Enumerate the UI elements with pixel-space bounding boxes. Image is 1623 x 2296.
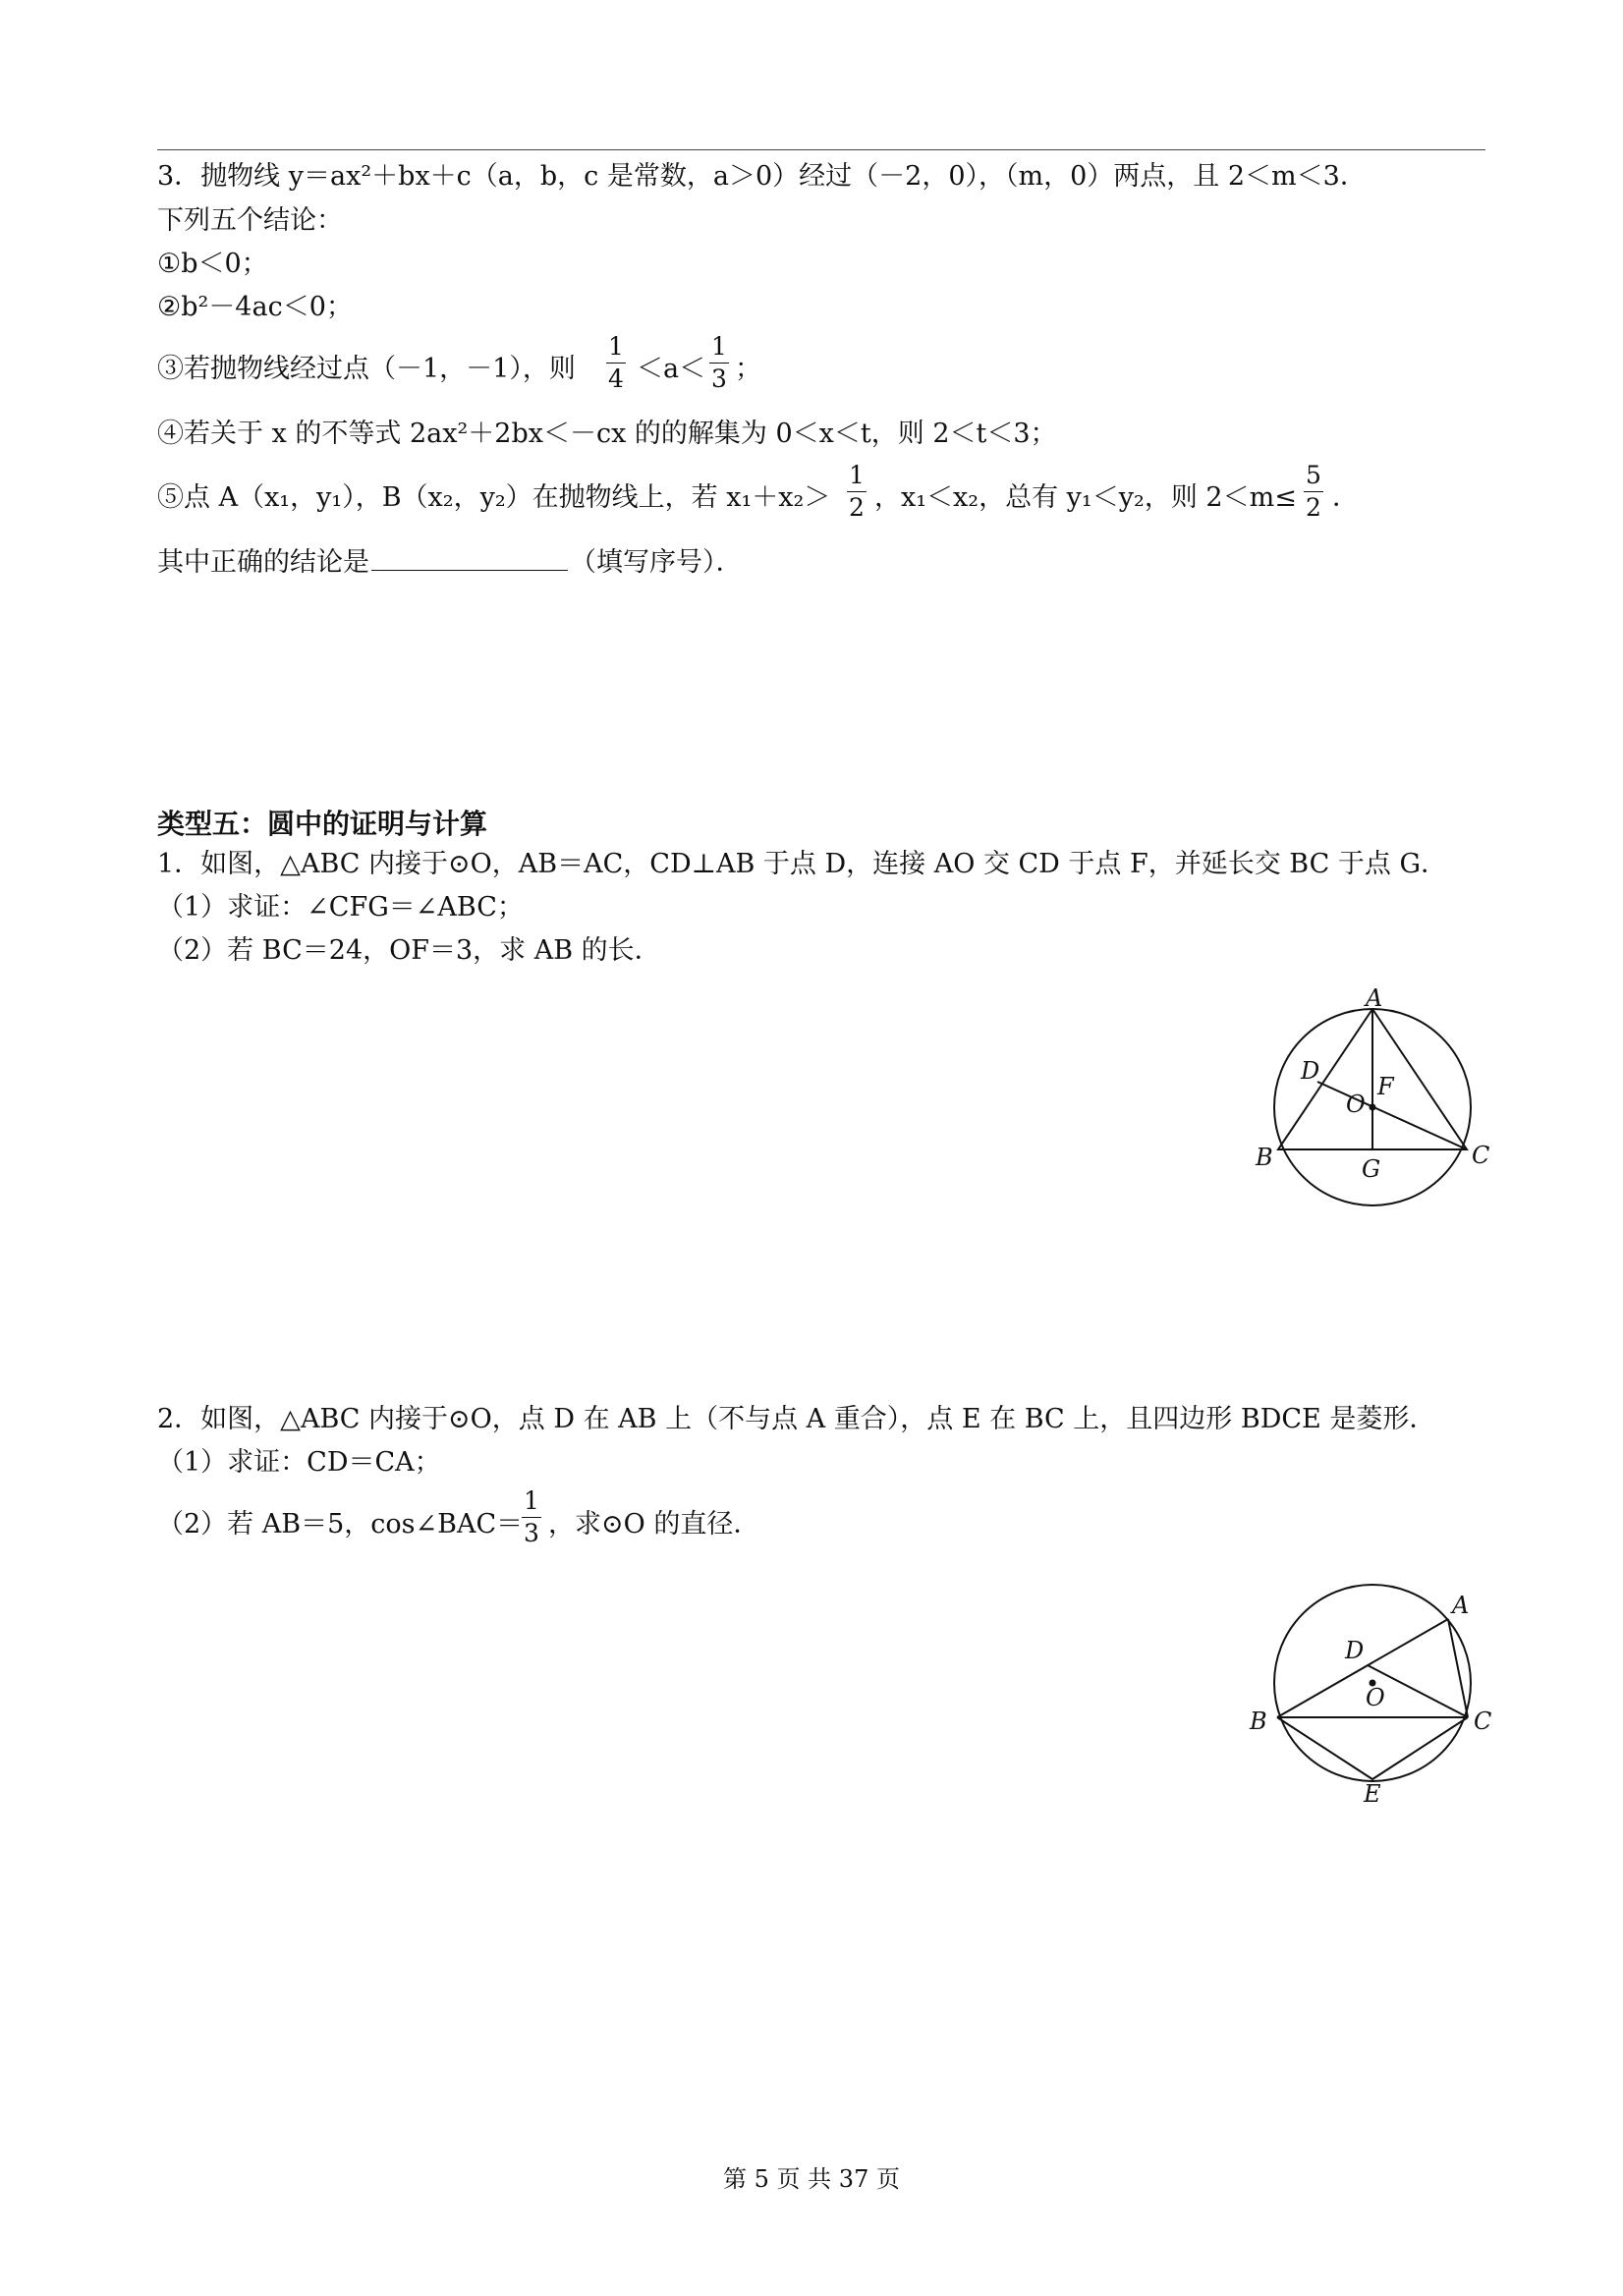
item3-fraction-1: 1 4 — [606, 334, 626, 392]
label-o: O — [1366, 1684, 1385, 1711]
item3-fraction-2: 1 3 — [709, 334, 729, 392]
label-f: F — [1377, 1073, 1394, 1100]
answer-label: 其中正确的结论是 — [157, 547, 369, 578]
answer-hint: （填写序号）． — [570, 547, 743, 578]
label-c: C — [1472, 1142, 1490, 1169]
q2-part2-post: ，求⊙O 的直径． — [548, 1509, 760, 1540]
q2-stem: 2．如图，△ABC 内接于⊙O，点 D 在 AB 上（不与点 A 重合），点 E 在 BC 上，且四边形 BDCE 是菱形． — [157, 1404, 1436, 1434]
problem3-answer — [157, 546, 743, 580]
page-footer: 第 5 页 共 37 页 — [723, 2165, 900, 2193]
label-a: A — [1452, 1592, 1470, 1619]
q1-part2: （2）若 BC＝24，OF＝3，求 AB 的长． — [157, 935, 661, 966]
center-point-o — [1370, 1104, 1376, 1111]
segment-ab — [1277, 1619, 1448, 1717]
problem3-item3-mid: ＜a＜ — [637, 354, 706, 384]
problem3-item5-pre: ⑤点 A（x₁，y₁），B（x₂，y₂）在抛物线上，若 x₁＋x₂＞ — [157, 482, 831, 513]
problem3-item1: ①b＜0； — [157, 249, 268, 279]
problem3-line2: 下列五个结论： — [157, 205, 343, 236]
q1-circle-figure — [1246, 984, 1501, 1210]
problem3-item5-mid: ，x₁＜x₂，总有 y₁＜y₂，则 2＜m≤ — [874, 482, 1297, 513]
label-b: B — [1250, 1708, 1267, 1735]
q2-fraction: 1 3 — [522, 1488, 541, 1546]
item5-fraction-1: 1 2 — [847, 463, 867, 521]
header-rule — [157, 149, 1485, 150]
q2-part2-pre: （2）若 AB＝5，cos∠BAC＝ — [157, 1509, 524, 1540]
q2-circle-figure — [1240, 1560, 1505, 1806]
problem3-item5-post: ． — [1332, 482, 1359, 513]
item5-fraction-2: 5 2 — [1304, 463, 1323, 521]
label-o: O — [1346, 1091, 1366, 1118]
problem3-item3-pre: ③若抛物线经过点（－1，－1），则 — [157, 354, 576, 384]
label-d: D — [1345, 1637, 1365, 1664]
q1-part1: （1）求证：∠CFG＝∠ABC； — [157, 892, 524, 923]
segments-be-ec — [1277, 1717, 1468, 1779]
problem3-item4: ④若关于 x 的不等式 2ax²＋2bx＜－cx 的的解集为 0＜x＜t，则 2＜t＜3； — [157, 419, 1057, 449]
label-d: D — [1301, 1057, 1320, 1085]
problem3-item2: ②b²－4ac＜0； — [157, 292, 353, 322]
problem3-item3-post: ； — [735, 354, 761, 384]
label-e: E — [1364, 1780, 1381, 1806]
label-c: C — [1474, 1708, 1492, 1735]
q1-stem: 1．如图，△ABC 内接于⊙O，AB＝AC，CD⊥AB 于点 D，连接 AO 交 CD 于点 F，并延长交 BC 于点 G． — [157, 849, 1448, 879]
problem3-line1: 3．抛物线 y＝ax²＋bx＋c（a，b，c 是常数，a＞0）经过（－2，0），（m，0）两点，且 2＜m＜3． — [157, 161, 1367, 192]
answer-blank — [371, 546, 568, 571]
section-title: 类型五：圆中的证明与计算 — [157, 808, 488, 840]
label-b: B — [1256, 1144, 1273, 1171]
label-g: G — [1362, 1155, 1381, 1183]
label-a: A — [1366, 984, 1383, 1012]
q2-part1: （1）求证：CD＝CA； — [157, 1447, 441, 1478]
